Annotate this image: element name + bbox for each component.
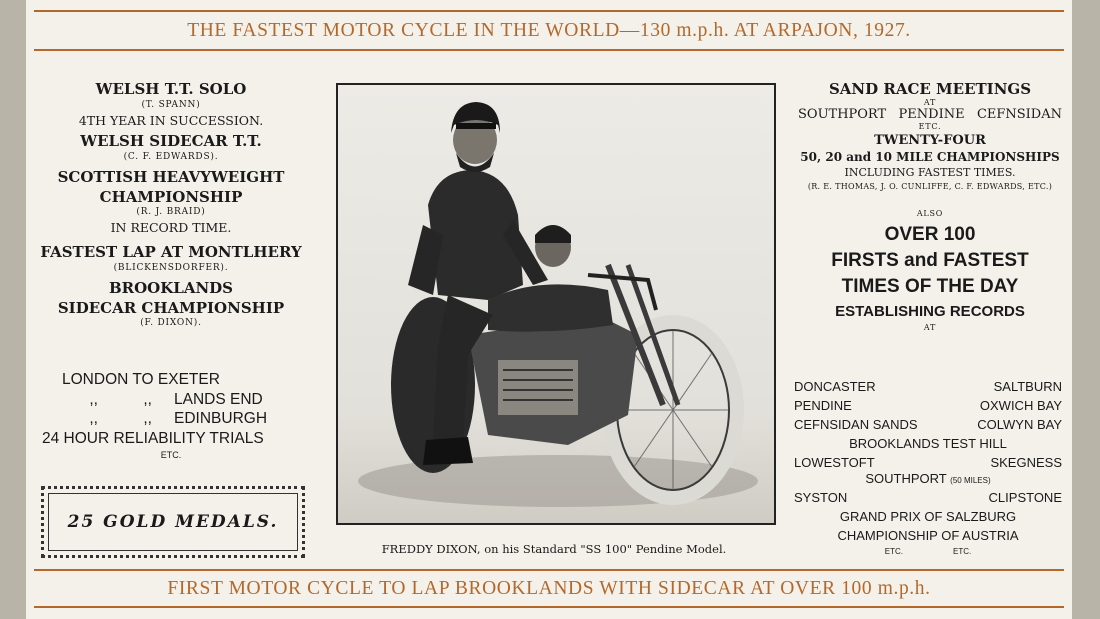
scottish-line-2: CHAMPIONSHIP	[99, 188, 243, 206]
footer-title: FIRST MOTOR CYCLE TO LAP BROOKLANDS WITH SIDECAR AT OVER 100 m.p.h.	[167, 578, 931, 599]
times-of-day: TIMES OF THE DAY	[841, 276, 1019, 297]
at-label: AT	[923, 98, 937, 107]
record-time: IN RECORD TIME.	[110, 220, 232, 235]
ditto-mark: ,,	[89, 390, 98, 408]
establishing-records: ESTABLISHING RECORDS	[835, 303, 1025, 320]
venue-saltburn: SALTBURN	[993, 379, 1062, 394]
venue-pendine: PENDINE	[794, 398, 852, 413]
etc-label: ETC.	[884, 547, 903, 556]
venue-oxwich-bay: OXWICH BAY	[979, 398, 1062, 413]
top-rule-upper	[34, 10, 1064, 12]
venue-row	[794, 488, 1062, 507]
left-etc: ETC.	[160, 450, 182, 460]
venue-lowestoft: LOWESTOFT	[794, 455, 875, 470]
photo-caption: FREDDY DIXON, on his Standard "SS 100" Pendine Model.	[381, 542, 727, 556]
venue-cefnsidan-sands: CEFNSIDAN SANDS	[794, 417, 918, 432]
welsh-tt-solo: WELSH T.T. SOLO	[95, 80, 247, 98]
blickensdorfer: (BLICKENSDORFER).	[113, 263, 229, 273]
bottom-rule-lower	[34, 606, 1064, 608]
venue-pendine: PENDINE	[898, 107, 965, 122]
venue-austria: CHAMPIONSHIP OF AUSTRIA	[837, 528, 1019, 543]
venue-southport-50	[794, 472, 1062, 488]
brooklands-line-2: SIDECAR CHAMPIONSHIP	[57, 299, 285, 317]
brooklands-line-1: BROOKLANDS	[108, 279, 234, 297]
venue-doncaster: DONCASTER	[794, 379, 876, 394]
including-fastest: INCLUDING FASTEST TIMES.	[844, 166, 1016, 179]
lands-end: LANDS END	[174, 390, 263, 408]
advertisement-page	[26, 0, 1072, 619]
ditto-mark: ,,	[143, 390, 152, 408]
edinburgh-row	[36, 409, 306, 429]
venue-southport: SOUTHPORT	[865, 471, 947, 486]
championships: 50, 20 and 10 MILE CHAMPIONSHIPS	[800, 150, 1060, 164]
venue-row	[794, 377, 1062, 396]
venue-test-hill: BROOKLANDS TEST HILL	[849, 436, 1007, 451]
venue-syston: SYSTON	[794, 490, 848, 505]
etc-label: ETC.	[953, 547, 972, 556]
gold-medals-box	[41, 486, 305, 558]
venue-colwyn-bay: COLWYN BAY	[977, 417, 1062, 432]
right-column	[794, 80, 1066, 332]
etc-row	[794, 545, 1062, 559]
at-label-2: AT	[923, 323, 937, 332]
engine-block	[498, 360, 578, 415]
fourth-year: 4TH YEAR IN SUCCESSION.	[78, 113, 264, 128]
header-title: THE FASTEST MOTOR CYCLE IN THE WORLD—130 m.p.h. AT ARPAJON, 1927.	[187, 20, 911, 41]
left-column	[36, 78, 306, 328]
ditto-mark: ,,	[89, 410, 98, 427]
also-label: ALSO	[916, 209, 944, 218]
edwards: (C. F. EDWARDS).	[123, 152, 219, 162]
bottom-rule-upper	[34, 569, 1064, 571]
venue-clipstone: CLIPSTONE	[988, 490, 1062, 505]
firsts-fastest: FIRSTS and FASTEST	[831, 250, 1029, 271]
spann: (T. SPANN)	[141, 100, 201, 110]
venue-row	[794, 396, 1062, 415]
over-100: OVER 100	[884, 224, 976, 245]
sand-venues	[794, 107, 1066, 122]
ditto-mark: ,,	[143, 410, 152, 427]
rider-photo	[336, 83, 776, 525]
twenty-four: TWENTY-FOUR	[874, 133, 986, 148]
venue-row	[794, 415, 1062, 434]
lands-end-row	[36, 390, 306, 410]
london-exeter: LONDON TO EXETER	[62, 371, 220, 388]
reliability-trials: 24 HOUR RELIABILITY TRIALS	[42, 429, 264, 447]
venue-cefnsidan: CEFNSIDAN	[976, 107, 1062, 122]
trials-list	[36, 370, 306, 462]
scottish-line-1: SCOTTISH HEAVYWEIGHT	[57, 168, 285, 186]
etc-label: ETC.	[918, 122, 942, 131]
venue-southport: SOUTHPORT	[798, 107, 887, 122]
records-venues	[794, 377, 1062, 559]
venue-skegness: SKEGNESS	[990, 455, 1062, 470]
welsh-sidecar: WELSH SIDECAR T.T.	[80, 132, 262, 150]
gold-medals-text: 25 GOLD MEDALS.	[48, 493, 298, 551]
motorcycle-illustration	[338, 85, 774, 523]
dixon-note: (F. DIXON).	[140, 318, 202, 328]
rider-names: (R. E. THOMAS, J. O. CUNLIFFE, C. F. EDWARDS, ETC.)	[807, 182, 1053, 191]
fastest-lap: FASTEST LAP AT MONTLHERY	[40, 243, 302, 261]
top-rule-lower	[34, 49, 1064, 51]
venue-salzburg: GRAND PRIX OF SALZBURG	[839, 509, 1017, 524]
venue-row	[794, 453, 1062, 472]
braid: (R. J. BRAID)	[136, 207, 206, 217]
sand-race-meetings: SAND RACE MEETINGS	[828, 80, 1032, 98]
rider-boot	[423, 437, 473, 465]
fifty-miles-note: (50 MILES)	[950, 476, 991, 485]
edinburgh: EDINBURGH	[174, 410, 268, 427]
